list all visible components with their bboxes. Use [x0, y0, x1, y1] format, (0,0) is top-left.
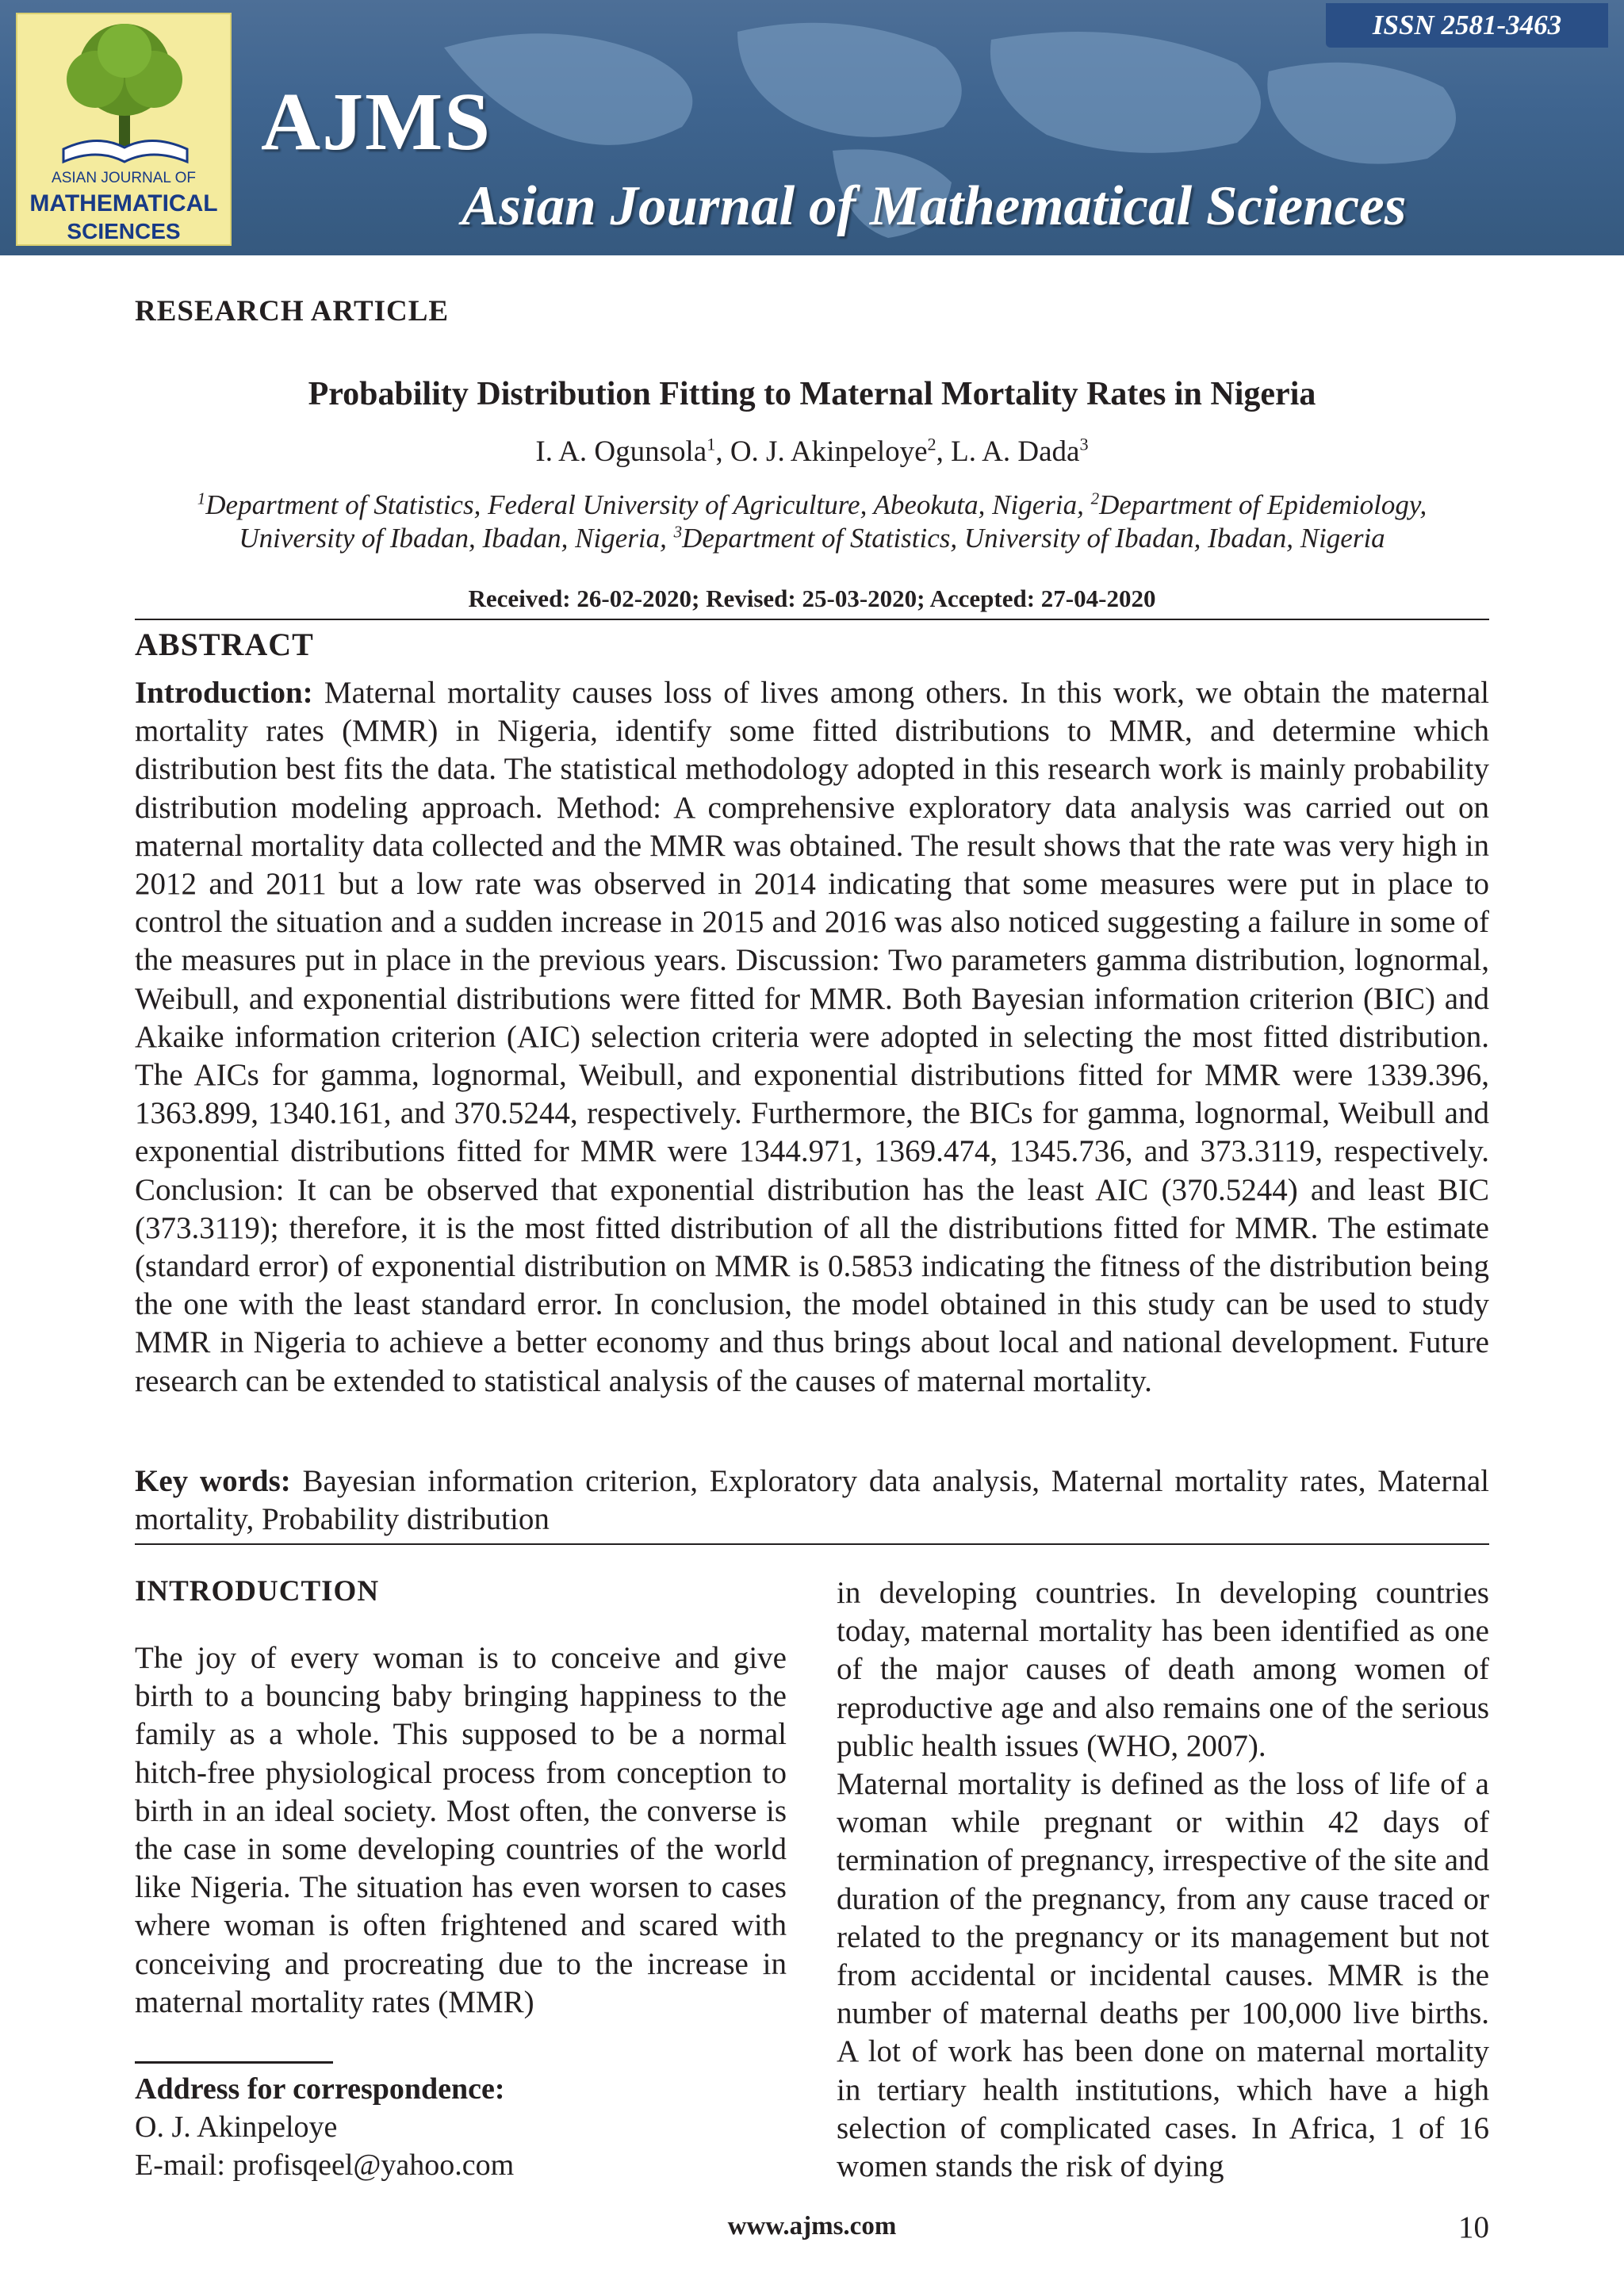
intro-right-paragraph-2: Maternal mortality is defined as the loss of life of a woman while pregnant or within 42 days of termination of pregnancy, irrespective of the site and duration of the pregnancy, from any cause traced or related to the pregnancy or its management but not from accidental or incidental causes. MMR is the number of maternal deaths per 100,000 live births. A lot of work has been done on maternal mortality in tertiary health institutions, which have a high selection of complicated cases. In Africa, 1 of 16 women stands the risk of dying	[837, 1767, 1489, 2184]
logo-line-2: MATHEMATICAL	[29, 190, 218, 217]
page-number: 10	[1458, 2210, 1489, 2244]
affil-text: Department of Statistics, Federal University of Agriculture, Abeokuta, Nigeria,	[205, 489, 1091, 520]
keywords	[135, 1462, 1489, 1539]
affiliation-line	[0, 522, 1624, 555]
author-list: I. A. Ogunsola$^1$, O. J. Akinpeloye$^2$, L. A. Dada$^3$	[535, 434, 1089, 468]
intro-right-paragraph-1: in developing countries. In developing countries today, maternal mortality has been identified as one of the major causes of death among women of reproductive age and also remains one of the serious public health issues (WHO, 2007).	[837, 1576, 1489, 1763]
abstract-intro-label: Introduction:	[135, 676, 313, 710]
logo-line-1: ASIAN JOURNAL OF	[52, 170, 196, 186]
tree-book-icon	[17, 14, 233, 173]
author-name: L. A. Dada	[951, 435, 1080, 468]
logo-line-3: SCIENCES	[67, 219, 181, 243]
intro-right-column	[837, 1574, 1489, 2186]
journal-acronym: AJMS	[261, 76, 492, 167]
correspondence-email[interactable]: E-mail: profisqeel@yahoo.com	[135, 2148, 515, 2182]
author-name: O. J. Akinpeloye	[730, 435, 928, 468]
journal-logo	[16, 13, 232, 246]
correspondence	[135, 2070, 787, 2184]
author-name: I. A. Ogunsola	[535, 435, 707, 468]
issn-badge: ISSN 2581-3463	[1326, 3, 1608, 48]
affil-text: Department of Statistics, University of Ibadan, Ibadan, Nigeria	[682, 523, 1385, 554]
article-type: RESEARCH ARTICLE	[135, 295, 450, 328]
journal-banner	[0, 0, 1624, 255]
intro-left-paragraph: The joy of every woman is to conceive and give birth to a bouncing baby bringing happiness to the family as a whole. This supposed to be a normal hitch-free physiological process from conception to birth in an ideal society. Most often, the converse is the case in some developing countries of the world like Nigeria. The situation has even worsen to cases where woman is often frightened and scared with conceiving and procreating due to the increase in maternal mortality rates (MMR)	[135, 1641, 787, 2019]
author-affil-mark: 3	[1079, 434, 1089, 454]
affil-mark: 2	[1090, 489, 1100, 508]
footnote-rule	[135, 2061, 333, 2064]
affiliation-line	[0, 489, 1624, 522]
affil-mark: 1	[197, 489, 206, 508]
correspondence-name: O. J. Akinpeloye	[135, 2110, 338, 2144]
author-affil-mark: 1	[707, 434, 716, 454]
abstract-body	[135, 674, 1489, 1401]
affil-mark: 3	[673, 522, 683, 542]
divider	[135, 1543, 1489, 1545]
affiliations	[0, 489, 1624, 555]
keywords-label: Key words:	[135, 1464, 291, 1498]
affil-text: Department of Epidemiology,	[1099, 489, 1427, 520]
abstract-heading: ABSTRACT	[135, 627, 314, 662]
author-affil-mark: 2	[927, 434, 936, 454]
introduction-heading: INTRODUCTION	[135, 1575, 380, 1608]
article-dates: Received: 26-02-2020; Revised: 25-03-2020; Accepted: 27-04-2020	[468, 585, 1156, 612]
journal-website-link[interactable]: www.ajms.com	[727, 2212, 897, 2240]
correspondence-heading: Address for correspondence:	[135, 2072, 505, 2106]
affil-text: University of Ibadan, Ibadan, Nigeria,	[239, 523, 674, 554]
abstract-text: Maternal mortality causes loss of lives among others. In this work, we obtain the maternal mortality rates (MMR) in Nigeria, identify some fitted distributions to MMR, and determine which distribution best fits the data. The statistical methodology adopted in this research work is mainly probability distribution modeling approach. Method: A comprehensive exploratory data analysis was carried out on maternal mortality data collected and the MMR was obtained. The result shows that the rate was very high in 2012 and 2011 but a low rate was observed in 2014 indicating that some measures were put in place to control the situation and a sudden increase in 2015 and 2016 was also noticed suggesting a failure in some of the measures put in place in the previous years. Discussion: Two parameters gamma distribution, lognormal, Weibull, and exponential distributions were fitted for MMR. Both Bayesian information criterion (BIC) and Akaike information criterion (AIC) selection criteria were adopted in selecting the most fitted distribution. The AICs for gamma, lognormal, Weibull, and exponential distributions fitted for MMR were 1339.396, 1363.899, 1340.161, and 370.5244, respectively. Furthermore, the BICs for gamma, lognormal, Weibull and exponential distributions fitted for MMR were 1344.971, 1369.474, 1345.736, and 373.3119, respectively. Conclusion: It can be observed that exponential distribution has the least AIC (370.5244) and least BIC (373.3119); therefore, it is the most fitted distribution of all the distributions fitted for MMR. The estimate (standard error) of exponential distribution on MMR is 0.5853 indicating the fitness of the distribution being the one with the least standard error. In conclusion, the model obtained in this study can be used to study MMR in Nigeria to achieve a better economy and thus brings about local and national development. Future research can be extended to statistical analysis of the causes of maternal mortality.	[135, 676, 1489, 1398]
journal-name: Asian Journal of Mathematical Sciences	[462, 175, 1407, 237]
divider	[135, 619, 1489, 620]
keywords-text: Bayesian information criterion, Exploratory data analysis, Maternal mortality rates, Maternal mortality, Probability distribution	[135, 1464, 1489, 1537]
article-title: Probability Distribution Fitting to Maternal Mortality Rates in Nigeria	[308, 376, 1316, 412]
